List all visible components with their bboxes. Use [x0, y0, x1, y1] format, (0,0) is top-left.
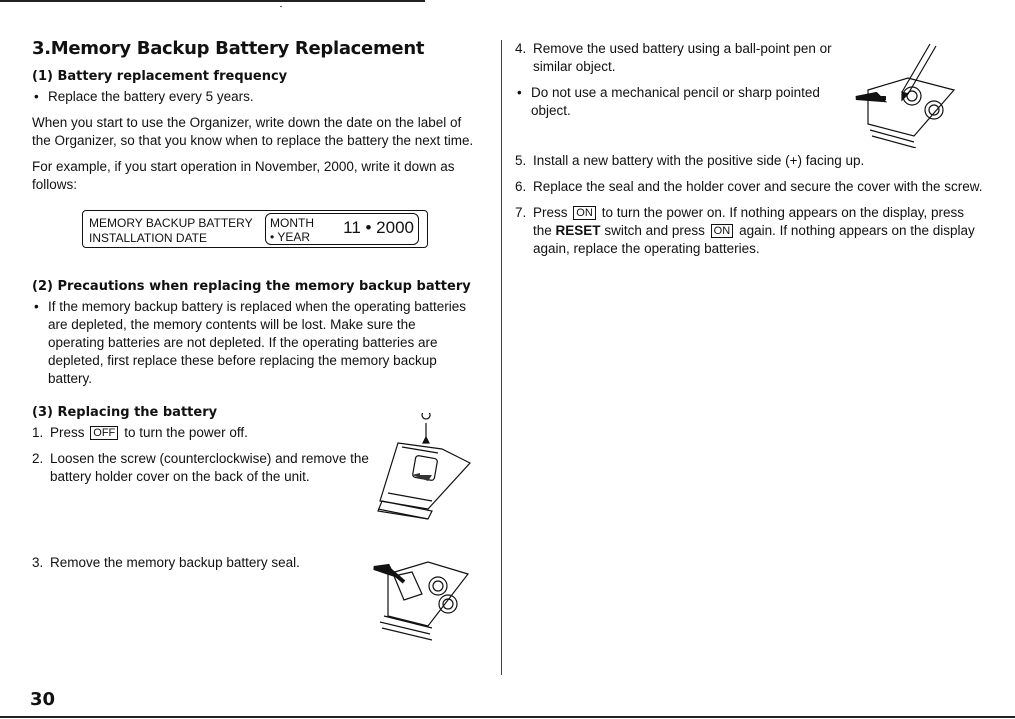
step4-text: Remove the used battery using a ball-point pen or similar object. [533, 41, 832, 74]
label-line1: MEMORY BACKUP BATTERY [89, 216, 253, 230]
sub2-bullet: • If the memory backup battery is replaced when the operating batteries are depleted, the memory contents will be lost. Make sure the operating batteries are not depleted. If the operating batteries are depleted, first replace these before replacing the memory backup battery. [32, 298, 482, 388]
section-title: 3.Memory Backup Battery Replacement [32, 38, 425, 59]
label-date-value: 11 • 2000 [343, 218, 414, 237]
step7-mid1: to turn the power on. If nothing appears on the display, press the [533, 205, 965, 238]
step2-num: 2. [32, 451, 44, 466]
label-year: • YEAR [270, 230, 310, 244]
step7-mid2: switch and press [604, 223, 705, 238]
step3-text: Remove the memory backup battery seal. [50, 555, 300, 570]
label-left-text [89, 216, 253, 246]
label-month-year [270, 216, 314, 244]
step3-num: 3. [32, 555, 44, 570]
label-date-box [265, 213, 419, 245]
label-month: MONTH [270, 216, 314, 230]
installation-date-label [82, 210, 428, 248]
label-line2: INSTALLATION DATE [89, 231, 208, 245]
step6-num: 6. [515, 179, 527, 194]
top-rule [0, 0, 425, 2]
sub2-title: (2) Precautions when replacing the memory backup battery [32, 279, 471, 294]
step5-num: 5. [515, 153, 527, 168]
page-number: 30 [30, 689, 56, 710]
step1-pre: Press [50, 425, 85, 440]
off-key: OFF [90, 426, 118, 440]
step4 [515, 40, 843, 76]
remove-seal-illustration [368, 552, 478, 642]
sub3-title: (3) Replacing the battery [32, 405, 218, 420]
on-key: ON [573, 206, 596, 220]
sub1-para2: For example, if you start operation in November, 2000, write it down as follows: [32, 159, 455, 192]
reset-switch-label: RESET [555, 223, 601, 238]
on-key-2: ON [711, 224, 734, 238]
step5-text: Install a new battery with the positive side (+) facing up. [533, 153, 865, 168]
step6-text: Replace the seal and the holder cover and secure the cover with the screw. [533, 179, 983, 194]
step7 [515, 204, 985, 258]
bottom-rule [0, 716, 1015, 718]
step4-bullet: • Do not use a mechanical pencil or sharp pointed object. [515, 84, 821, 120]
top-mark [280, 6, 282, 7]
step7-pre: Press [533, 205, 568, 220]
step1-post: to turn the power off. [124, 425, 248, 440]
step7-num: 7. [515, 205, 527, 220]
sub1-title: (1) Battery replacement frequency [32, 69, 288, 84]
remove-cover-illustration [368, 413, 478, 523]
step2-text: Loosen the screw (counterclockwise) and remove the battery holder cover on the back of the unit. [50, 451, 369, 484]
column-divider [501, 40, 502, 675]
sub1-para1: When you start to use the Organizer, write down the date on the label of the Organizer, so that you know when to replace the battery the next time. [32, 115, 474, 148]
step6 [515, 178, 985, 196]
step1-num: 1. [32, 425, 44, 440]
step4-num: 4. [515, 41, 527, 56]
step7-post: again. If nothing appears on the display again, replace the operating batteries. [533, 223, 975, 256]
step5 [515, 152, 985, 170]
step2 [32, 450, 380, 486]
remove-battery-illustration [848, 40, 960, 148]
sub1-bullet: • Replace the battery every 5 years. [32, 88, 482, 106]
